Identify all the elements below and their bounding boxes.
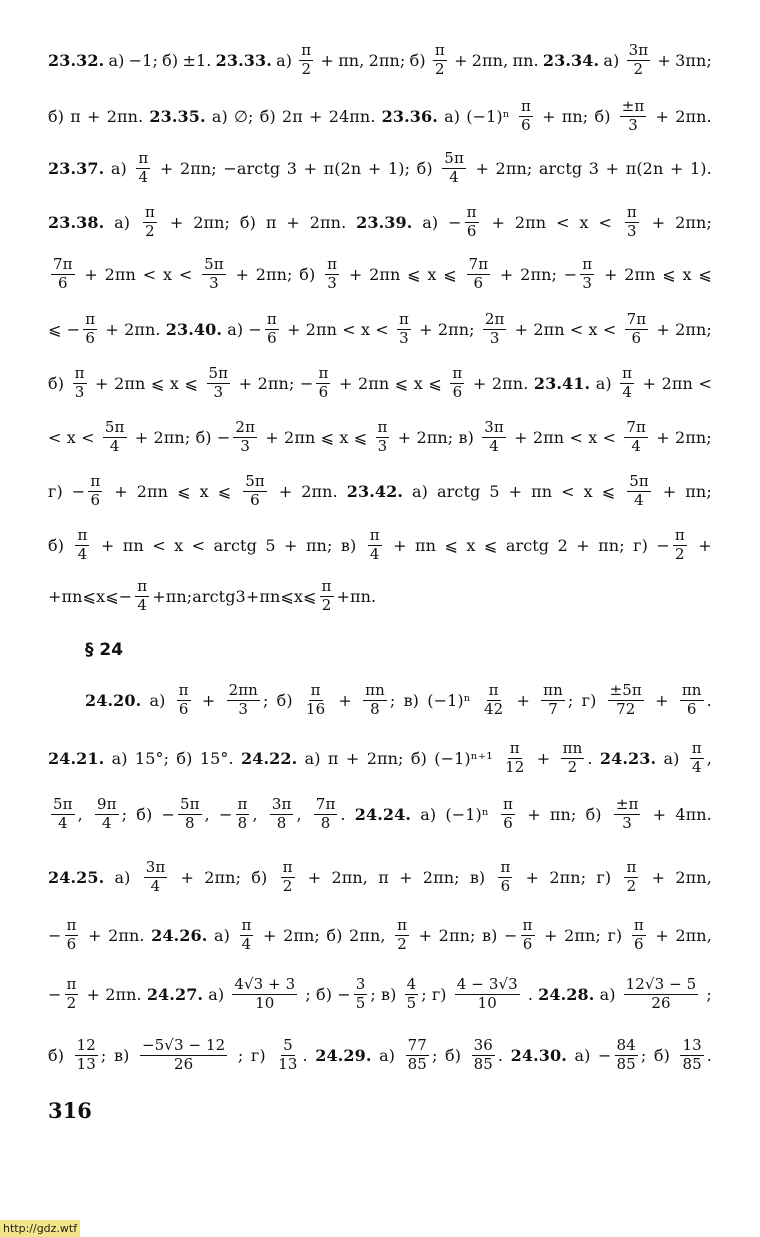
fraction: $\frac{3\pi}{2}$ xyxy=(628,40,649,78)
fraction: $\frac{5\pi}{4}$ xyxy=(629,471,649,509)
fraction: $\frac{\pi}{3}$ xyxy=(327,254,338,292)
fraction: $\frac{\pi}{6}$ xyxy=(633,915,644,953)
problem-number: 23.37. xyxy=(48,158,105,178)
fraction: $\frac{\pi}{6}$ xyxy=(318,363,329,401)
fraction: $\frac{\pi}{6}$ xyxy=(500,857,511,895)
fraction: $\frac{\pm\pi}{3}$ xyxy=(615,794,639,832)
problem-number: 23.33. xyxy=(215,50,272,70)
fraction: $\frac{\pm 5\pi}{72}$ xyxy=(609,680,642,718)
problem-number: 24.29. xyxy=(315,1045,372,1065)
fraction: $\frac{\pi}{12}$ xyxy=(505,738,525,776)
text-line: г) − $\frac{\pi}{6}$ + 2πn ⩽ x ⩽ $\frac{5\pi}{6}$ + 2πn. 23.42. а) arctg 5 + πn < x ⩽ $\frac{5\pi}{4}$ + πn; xyxy=(48,471,712,509)
fraction: $\frac{\pm\pi}{3}$ xyxy=(621,96,645,134)
fraction: $\frac{7\pi}{6}$ xyxy=(626,309,647,347)
fraction: $\frac{\pi}{4}$ xyxy=(138,148,149,186)
text-line: $\frac{7\pi}{6}$ + 2πn < x < $\frac{5\pi}{3}$ + 2πn; б) $\frac{\pi}{3}$ + 2πn ⩽ x ⩽ $\frac{7\pi}{6}$ + 2πn; − $\frac{\pi}{3}$ + 2πn ⩽ x ⩽ xyxy=(53,254,712,292)
problem-number: 23.40. xyxy=(165,319,223,339)
text-line: + πn ⩽ x ⩽ − $\frac{\pi}{4}$ + πn; arctg 3 + πn ⩽ x ⩽ $\frac{\pi}{2}$ + πn. xyxy=(48,576,377,614)
fraction: $\frac{5\pi}{3}$ xyxy=(204,254,224,292)
fraction: $\frac{\pi}{3}$ xyxy=(399,309,409,347)
problem-number: 23.34. xyxy=(542,50,600,70)
fraction: $\frac{-5√3 - 12}{26}$ xyxy=(141,1035,226,1073)
fraction: $\frac{\pi}{2}$ xyxy=(66,974,77,1012)
fraction: $\frac{\pi}{2}$ xyxy=(321,576,332,614)
fraction: $\frac{\pi n}{8}$ xyxy=(365,680,385,718)
fraction: $\frac{7\pi}{4}$ xyxy=(626,417,646,455)
fraction: $\frac{\pi}{6}$ xyxy=(66,915,77,953)
fraction: $\frac{\pi}{6}$ xyxy=(85,309,96,347)
text-line: б) π + 2πn. 23.35. а) ∅; б) 2π + 24πn. 23.36. а) (−1)ⁿ $\frac{\pi}{6}$ + πn; б) $\frac{\pm\pi}{3}$ + 2πn. xyxy=(48,96,712,134)
problem-number: 23.35. xyxy=(149,106,206,126)
text-line: − $\frac{\pi}{2}$ + 2πn. 24.27. а) $\frac{4√3 + 3}{10}$ ; б) − $\frac{3}{5}$ ; в) $\frac{4}{5}$ ; г) $\frac{4 - 3√3}{10}$ . 24.28. а) $\frac{12√3 - 5}{26}$ ; xyxy=(48,974,712,1012)
fraction: $\frac{5\pi}{4}$ xyxy=(444,148,464,186)
text-line: 24.20. а) $\frac{\pi}{6}$ + $\frac{2\pi n}{3}$ ; б) $\frac{\pi}{16}$ + $\frac{\pi n}{8}$ ; в) (−1)ⁿ $\frac{\pi}{42}$ + $\frac{\pi n}{7}$ ; г) $\frac{\pm 5\pi}{72}$ + $\frac{\pi n}{6}$ . xyxy=(85,680,712,718)
fraction: $\frac{\pi}{4}$ xyxy=(691,738,702,776)
fraction: $\frac{5\pi}{4}$ xyxy=(53,794,73,832)
section-heading: § 24 xyxy=(85,640,124,660)
fraction: $\frac{3}{5}$ xyxy=(355,974,366,1012)
text-line: б) $\frac{12}{13}$ ; в) $\frac{-5√3 - 12}{26}$ ; г) $\frac{5}{13}$ . 24.29. а) $\frac{77}{85}$ ; б) $\frac{36}{85}$ . 24.30. а) − $\frac{84}{85}$ ; б) $\frac{13}{85}$ . xyxy=(48,1035,712,1073)
fraction: $\frac{\pi}{3}$ xyxy=(377,417,388,455)
fraction: $\frac{\pi}{6}$ xyxy=(90,471,101,509)
fraction: $\frac{\pi}{6}$ xyxy=(178,680,189,718)
fraction: $\frac{12}{13}$ xyxy=(76,1035,96,1073)
fraction: $\frac{\pi}{4}$ xyxy=(369,525,380,563)
text-line: 23.32. а) −1; б) ±1. 23.33. а) $\frac{\pi}{2}$ + πn, 2πn; б) $\frac{\pi}{2}$ + 2πn, πn. 23.34. а) $\frac{3\pi}{2}$ + 3πn; xyxy=(48,40,712,78)
fraction: $\frac{\pi n}{2}$ xyxy=(562,738,583,776)
fraction: $\frac{7\pi}{8}$ xyxy=(315,794,336,832)
page-number: 316 xyxy=(48,1098,92,1123)
text-line: 24.25. а) $\frac{3\pi}{4}$ + 2πn; б) $\frac{\pi}{2}$ + 2πn, π + 2πn; в) $\frac{\pi}{6}$ + 2πn; г) $\frac{\pi}{2}$ + 2πn, xyxy=(48,857,712,895)
problem-number: 24.22. xyxy=(241,748,298,768)
fraction: $\frac{4 - 3√3}{10}$ xyxy=(456,974,518,1012)
fraction: $\frac{\pi}{16}$ xyxy=(305,680,326,718)
fraction: $\frac{4}{5}$ xyxy=(406,974,417,1012)
problem-number: 24.20. xyxy=(85,690,142,710)
fraction: $\frac{2\pi}{3}$ xyxy=(484,309,505,347)
problem-number: 23.39. xyxy=(356,212,413,232)
problem-number: 23.38. xyxy=(48,212,105,232)
fraction: $\frac{2\pi n}{3}$ xyxy=(228,680,258,718)
fraction: $\frac{\pi}{2}$ xyxy=(282,857,293,895)
fraction: $\frac{\pi}{2}$ xyxy=(674,525,685,563)
fraction: $\frac{12√3 - 5}{26}$ xyxy=(625,974,697,1012)
fraction: $\frac{13}{85}$ xyxy=(682,1035,702,1073)
problem-number: 24.25. xyxy=(48,867,105,887)
fraction: $\frac{\pi}{2}$ xyxy=(434,40,445,78)
fraction: $\frac{7\pi}{6}$ xyxy=(53,254,73,292)
fraction: $\frac{\pi n}{6}$ xyxy=(681,680,702,718)
problem-number: 24.21. xyxy=(48,748,105,768)
fraction: $\frac{3\pi}{8}$ xyxy=(271,794,292,832)
fraction: $\frac{\pi}{2}$ xyxy=(626,857,637,895)
fraction: $\frac{3\pi}{4}$ xyxy=(145,857,166,895)
text-line: б) $\frac{\pi}{4}$ + πn < x < arctg 5 + πn; в) $\frac{\pi}{4}$ + πn ⩽ x ⩽ arctg 2 + πn; г) − $\frac{\pi}{2}$ + xyxy=(48,525,712,563)
text-line: < x < $\frac{5\pi}{4}$ + 2πn; б) − $\frac{2\pi}{3}$ + 2πn ⩽ x ⩽ $\frac{\pi}{3}$ + 2πn; в) $\frac{3\pi}{4}$ + 2πn < x < $\frac{7\pi}{4}$ + 2πn; xyxy=(48,417,712,455)
watermark-link[interactable]: http://gdz.wtf xyxy=(0,1220,80,1237)
fraction: $\frac{\pi}{3}$ xyxy=(74,363,85,401)
problem-number: 24.28. xyxy=(538,984,595,1004)
problem-number: 23.32. xyxy=(48,50,105,70)
fraction: $\frac{\pi}{2}$ xyxy=(397,915,408,953)
fraction: $\frac{\pi}{4}$ xyxy=(622,363,633,401)
problem-number: 24.24. xyxy=(354,804,412,824)
problem-number: 24.27. xyxy=(146,984,204,1004)
fraction: $\frac{\pi}{3}$ xyxy=(626,202,637,240)
fraction: $\frac{\pi}{6}$ xyxy=(522,915,533,953)
fraction: $\frac{77}{85}$ xyxy=(407,1035,427,1073)
fraction: $\frac{3\pi}{4}$ xyxy=(484,417,504,455)
text-line: 23.38. а) $\frac{\pi}{2}$ + 2πn; б) π + 2πn. 23.39. а) − $\frac{\pi}{6}$ + 2πn < x < $\frac{\pi}{3}$ + 2πn; xyxy=(48,202,712,240)
fraction: $\frac{4√3 + 3}{10}$ xyxy=(234,974,296,1012)
fraction: $\frac{7\pi}{6}$ xyxy=(468,254,489,292)
problem-number: 24.30. xyxy=(510,1045,567,1065)
fraction: $\frac{5}{13}$ xyxy=(278,1035,298,1073)
text-line: $\frac{5\pi}{4}$ , $\frac{9\pi}{4}$ ; б) − $\frac{5\pi}{8}$ , − $\frac{\pi}{8}$ , $\frac{3\pi}{8}$ , $\frac{7\pi}{8}$ . 24.24. а) (−1)ⁿ $\frac{\pi}{6}$ + πn; б) $\frac{\pm\pi}{3}$ + 4πn. xyxy=(53,794,712,832)
fraction: $\frac{\pi}{2}$ xyxy=(145,202,155,240)
problem-number: 23.42. xyxy=(346,481,404,501)
fraction: $\frac{5\pi}{8}$ xyxy=(180,794,200,832)
fraction: $\frac{\pi}{42}$ xyxy=(483,680,504,718)
fraction: $\frac{5\pi}{3}$ xyxy=(208,363,229,401)
problem-number: 23.36. xyxy=(381,106,438,126)
fraction: $\frac{\pi}{6}$ xyxy=(520,96,531,134)
text-line: 24.21. а) 15°; б) 15°. 24.22. а) π + 2πn; б) (−1)ⁿ⁺¹ $\frac{\pi}{12}$ + $\frac{\pi n}{2}$ . 24.23. а) $\frac{\pi}{4}$ , xyxy=(48,738,712,776)
fraction: $\frac{\pi}{3}$ xyxy=(582,254,593,292)
fraction: $\frac{9\pi}{4}$ xyxy=(96,794,117,832)
fraction: $\frac{\pi}{4}$ xyxy=(137,576,148,614)
fraction: $\frac{\pi}{2}$ xyxy=(301,40,312,78)
fraction: $\frac{5\pi}{6}$ xyxy=(245,471,265,509)
text-line: ⩽ − $\frac{\pi}{6}$ + 2πn. 23.40. а) − $\frac{\pi}{6}$ + 2πn < x < $\frac{\pi}{3}$ + 2πn; $\frac{2\pi}{3}$ + 2πn < x < $\frac{7\pi}{6}$ + 2πn; xyxy=(48,309,712,347)
fraction: $\frac{84}{85}$ xyxy=(616,1035,636,1073)
fraction: $\frac{36}{85}$ xyxy=(473,1035,493,1073)
fraction: $\frac{\pi}{6}$ xyxy=(266,309,277,347)
fraction: $\frac{\pi}{6}$ xyxy=(466,202,477,240)
fraction: $\frac{\pi n}{7}$ xyxy=(543,680,563,718)
problem-number: 24.23. xyxy=(599,748,657,768)
fraction: $\frac{\pi}{8}$ xyxy=(237,794,248,832)
text-line: − $\frac{\pi}{6}$ + 2πn. 24.26. а) $\frac{\pi}{4}$ + 2πn; б) 2πn, $\frac{\pi}{2}$ + 2πn; в) − $\frac{\pi}{6}$ + 2πn; г) $\frac{\pi}{6}$ + 2πn, xyxy=(48,915,712,953)
fraction: $\frac{2\pi}{3}$ xyxy=(235,417,256,455)
fraction: $\frac{\pi}{4}$ xyxy=(77,525,88,563)
text-line: б) $\frac{\pi}{3}$ + 2πn ⩽ x ⩽ $\frac{5\pi}{3}$ + 2πn; − $\frac{\pi}{6}$ + 2πn ⩽ x ⩽ $\frac{\pi}{6}$ + 2πn. 23.41. а) $\frac{\pi}{4}$ + 2πn < xyxy=(48,363,712,401)
fraction: $\frac{\pi}{6}$ xyxy=(503,794,514,832)
problem-number: 23.41. xyxy=(533,373,591,393)
fraction: $\frac{\pi}{6}$ xyxy=(452,363,463,401)
fraction: $\frac{5\pi}{4}$ xyxy=(104,417,125,455)
problem-number: 24.26. xyxy=(151,925,208,945)
text-line: 23.37. а) $\frac{\pi}{4}$ + 2πn; −arctg 3 + π(2n + 1); б) $\frac{5\pi}{4}$ + 2πn; arctg 3 + π(2n + 1). xyxy=(48,148,712,186)
fraction: $\frac{\pi}{4}$ xyxy=(241,915,252,953)
